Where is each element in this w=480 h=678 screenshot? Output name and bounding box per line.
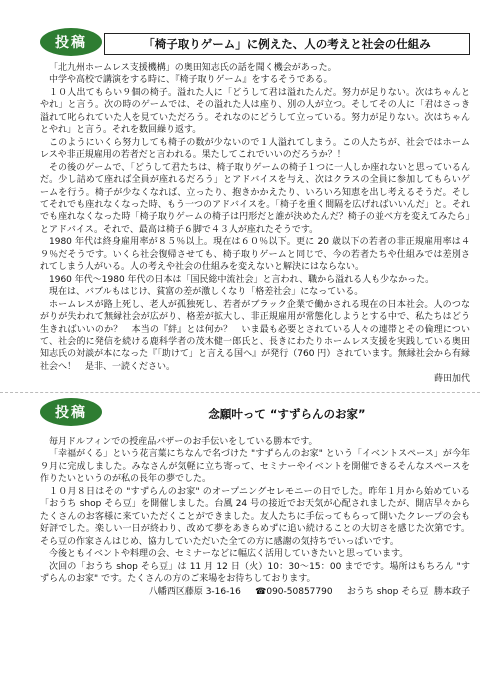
address: 八幡西区藤原 3-16-16 (148, 587, 241, 598)
article-header (40, 398, 470, 428)
paragraph: 「北九州ホームレス支援機構」の奥田知志氏の話を聞く機会があった。 (49, 63, 337, 73)
article-body (40, 436, 470, 599)
paragraph: 「幸福がくる」という花言葉にちなんで名づけた "すずらんのお家" という「イベントスペース」が今年９月に完成しました。みなさんが気軽に立ち寄って、セミナーやイベントを開催できるそんなスペースを作りたいというのが私の長年の夢でした。 (40, 449, 470, 485)
paragraph: 1960 年代〜1980 年代の日本は「国民総中流社会」と言われ、職から溢れる人も少なかった。 (49, 274, 435, 285)
article-title: 「椅子取りゲーム」に例えた、人の考えと社会の仕組み (104, 33, 470, 55)
phone-number: ☎090-50857790 (255, 587, 333, 598)
author-name: 勝本政子 (433, 587, 470, 598)
paragraph: １０人出てもらい９個の椅子。溢れた人に「どうして君は溢れたんだ。努力が足りない。次はちゃんとやれ」と言う。次の時のゲームでは、その溢れた人は座り、別の人が立つ。そしてその人に「君はさっき溢れて叱られていた人を見ていただろう。それなのにどうして立っている。努力が足りない。次はちゃんとやれ」と言う。それを数回繰り返す。 (40, 87, 470, 136)
article-divider (0, 392, 480, 393)
article-body (40, 62, 470, 386)
author-name: 蒔田加代 (433, 374, 470, 385)
paragraph: １０月８日はその "すずらんのお家" のオープニングセレモニーの日でした。昨年１月から始めている「おうち shop そら豆」を開催しました。台風 24 号の接近でお天気が心配されましたが、開店早々からたくさんのお客様に来ていただくことができました。友人たちに手伝ってもらって開いたクレープの会も好評でした。楽しい一日が終わり、改めて夢をあきらめずに追い続けることの大切さを感じた次第です。そら豆の作家さんはじめ、協力していただいた全ての方に感謝の気持ちでいっぱいです。 (40, 486, 470, 547)
paragraph: このようにいくら努力しても椅子の数が少ないので１人溢れてしまう。この人たちが、社会ではホームレスや非正規雇用の若者だと言われる。果たしてこれでいいのだろうか？！ (40, 137, 470, 161)
paragraph: ホームレスが路上死し、老人が孤独死し、若者がブラック企業で働かされる現在の日本社会。人のつながりが失われて無縁社会が広がり、格差が拡大し、非正規雇用が常態化しようとする中で、私たちはどう生きればいいのか？ 本当の『絆』とは何か？ いま最も必要とされている人々の連帯とその倫理について、社会的に発信を続ける鹿科学者の茂木健一郎氏と、長きにわたりホームレス支援を実践している奥田知志氏の対談が本になった『「助けて」と言える国へ』が発行（760 円）されています。無縁社会から有縁社会へ！ 是非、一読ください。 (40, 299, 470, 372)
paragraph: 1980 年代は終身雇用率が８５％以上。現在は６０％以下。更に 20 歳以下の若者の非正規雇用率は４９％だそうです。いくら社会復帰させても、椅子取りゲームと同じで、今の若者たちや仕組みでは差別されてしまう人がいる。人の考えや社会の仕組みを変えないと解決にはならない。 (40, 237, 470, 273)
paragraph: 中学や高校で講演をする時に、『椅子取りゲーム』をするそうである。 (49, 75, 333, 86)
paragraph: 今後ともイベントや料理の会、セミナーなどに幅広く活用していきたいと思っています。 (49, 549, 409, 560)
paragraph: その後のゲームで、「どうして君たちは、椅子取りゲームの椅子１つに一人しか座れないと思っているんだ。少し詰めて座れば全員が座れるだろう」とアドバイスを与え、次はクラスの全員に参加してもらいゲームを行う。椅子が少なくなれば、立ったり、抱きかかえたり、いろいろ知恵を出し考えるそうだ。そしてそれでも座れなくなった時、もう一つのアドバイスを。「椅子を重く間隔を広げればいいんだ」と。それでも座れなくなった時「椅子取りゲームの椅子は円形だと誰が決めたんだ？椅子の並べ方を変えてみたら」とアドバイス。それで、最高は椅子６脚で４３人が座れたそうです。 (40, 162, 470, 235)
paragraph: 次回の「おうち shop そら豆」は 11 月 12 日（火）10：30〜15：00 までです。場所はもちろん "すずらんのお家" です。たくさんの方のご来場をお待ちしております。 (40, 561, 470, 584)
article-suzuran (40, 398, 470, 599)
contribution-badge: 投稿 (40, 28, 102, 56)
paragraph: 現在は、バブルもはじけ、貧富の差が激しくなり「格差社会」になっている。 (49, 287, 364, 298)
article-title: 念願叶って “すずらんのお家” (208, 407, 366, 421)
article-header (40, 28, 470, 58)
contact-footer (40, 586, 470, 599)
shop-name: おうち shop そら豆 (346, 587, 429, 598)
contribution-badge: 投稿 (40, 398, 102, 426)
paragraph: 毎月ドルフィンでの授産品バザーのお手伝いをしている勝本です。 (49, 437, 318, 447)
article-chair-game (40, 28, 470, 386)
